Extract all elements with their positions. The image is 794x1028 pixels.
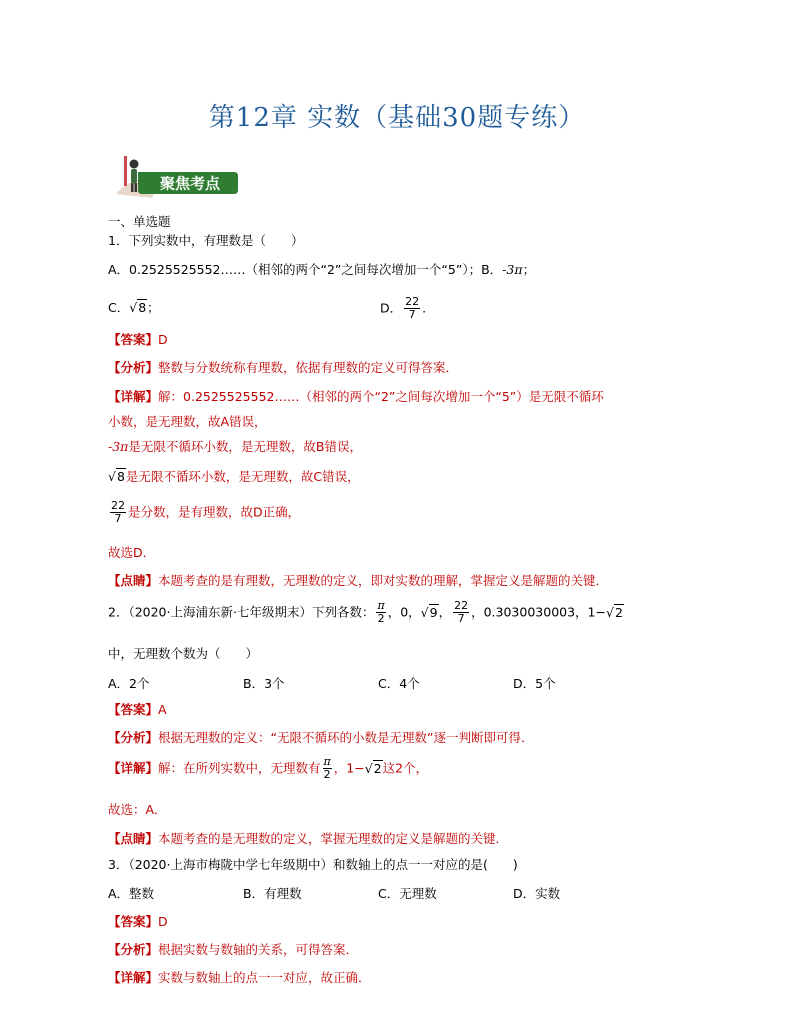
document-page: 第12章 实数（基础30题专练） 聚焦考点 一、单选题 1．下列实数中，有理数是（ ） A．0.2525525552……（相邻的两个“2”之间每次增加一个“5”）；B．-3π； C．√8； D． $\frac{22}{7}$ . 【答案】D 【分析】整数与分数统称有理数，依据有理数的定义可得答案． 【详解】解：0.2525525552……（相邻的两个“2”之间每次增加一个“5”）是无限不循环 小数，是无理数，故A错误， -3π是无限不循环小数，是无理数，故B错误， √8是无限不循环小数，是无理数，故C错误， $\frac{22}{7}$ 是分数，是有理数，故D正确， 故选D． 【点睛】本题考查的是有理数，无理数的定义，即对实数的理解，掌握定义是解题的关键． 2．（2020·上海浦东新·七年级期末）下列各数： $\frac{\pi}{2}$ ，0，√9， $\frac{22}{7}$ ，0.3030030003，1−√2 中，无理数个数为（ ） A．2个 B．3个 C．4个 D．5个 【答案】A 【分析】根据无理数的定义：“无限不循环的小数是无理数”逐一判断即可得． 【详解】解：在所列实数中，无理数有 $\frac{\pi}{2}$ ，1−√2这2个， 故选：A． 【点睛】本题考查的是无理数的定义，掌握无理数的定义是解题的关键． 3．（2020·上海市梅陇中学七年级期中）和数轴上的点一一对应的是( ) A．整数 B．有理数 C．无理数 D．实数 【答案】D 【分析】根据实数与数轴的关系，可得答案． 【详解】实数与数轴上的点一一对应，故正确． [0,0,794,1028]
q2-answer: A [158,702,167,717]
q2-detail-1: 【详解】解：在所列实数中，无理数有 $\frac{\pi}{2}$ ，1−√2这2个， [108,755,429,781]
q1-option-a-b: A．0.2525525552……（相邻的两个“2”之间每次增加一个“5”）；B．-3π； [108,262,536,277]
badge-label: 聚焦考点 [159,174,221,193]
q2-detail-2: 故选：A． [108,802,167,817]
q1-detail-1: 解：0.2525525552……（相邻的两个“2”之间每次增加一个“5”）是无限不循环 [158,389,604,404]
q1-analysis: 整数与分数统称有理数，依据有理数的定义可得答案． [158,360,459,375]
q2-stem: 2．（2020·上海浦东新·七年级期末）下列各数： $\frac{\pi}{2}$ ，0，√9， $\frac{22}{7}$ ，0.3030030003，1−√2 [108,599,623,625]
q1-stem: 1．下列实数中，有理数是（ ） [108,233,304,248]
q1-option-c-d: C．√8； D． $\frac{22}{7}$ . [108,295,427,321]
q1-detail-4: 是无限不循环小数，是无理数，故C错误， [125,469,360,484]
sqrt-8: √8 [129,300,147,315]
q1-detail-3: 是无限不循环小数，是无理数，故B错误， [128,439,362,454]
q2-options: A．2个 B．3个 C．4个 D．5个 [108,676,556,691]
q2-stem-2: 中，无理数个数为（ ） [108,646,259,661]
q1-detail-6: 故选D． [108,545,156,560]
q2-analysis: 根据无理数的定义：“无限不循环的小数是无理数”逐一判断即可得． [158,730,534,745]
q3-answer: D [158,914,168,929]
q3-stem: 3．（2020·上海市梅陇中学七年级期中）和数轴上的点一一对应的是( ) [108,857,518,872]
q3-analysis: 根据实数与数轴的关系，可得答案． [158,942,359,957]
fraction-22-7: $\frac{22}{7}$ [405,295,420,321]
q1-detail-2: 小数，是无理数，故A错误， [108,414,267,429]
q1-comment: 本题考查的是有理数，无理数的定义，即对实数的理解，掌握定义是解题的关键． [158,573,609,588]
page-title: 第12章 实数（基础30题专练） [208,103,586,133]
focus-badge [112,150,240,200]
q1-answer: D [158,332,168,347]
q2-comment: 本题考查的是无理数的定义，掌握无理数的定义是解题的关键． [158,831,509,846]
q3-options: A．整数 B．有理数 C．无理数 D．实数 [108,886,561,901]
section-heading: 一、单选题 [108,214,171,229]
q3-detail: 实数与数轴上的点一一对应，故正确． [158,970,371,985]
q1-detail-5: 是分数，是有理数，故D正确， [128,504,301,520]
